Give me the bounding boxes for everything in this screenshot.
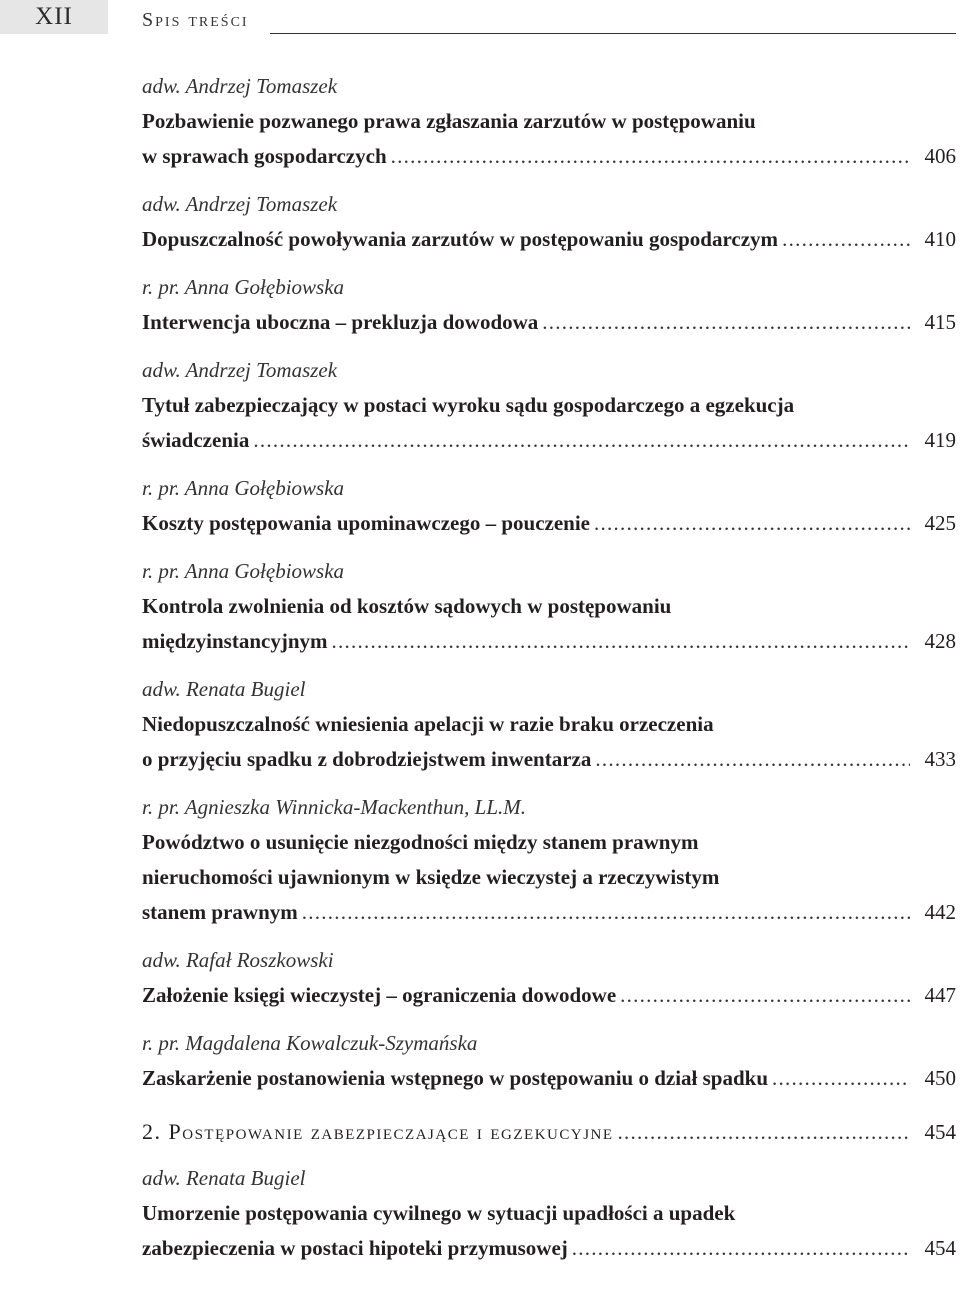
toc-entry[interactable] bbox=[142, 1160, 956, 1266]
page-number: XII bbox=[0, 0, 108, 34]
page-header bbox=[0, 0, 960, 40]
running-title: Spis treści bbox=[142, 9, 249, 31]
entry-title: stanem prawnym bbox=[142, 900, 298, 924]
entry-page-number: 450 bbox=[924, 1066, 956, 1090]
entry-title-line: Umorzenie postępowania cywilnego w sytuacji upadłości a upadek bbox=[142, 1201, 736, 1225]
dot-leader bbox=[595, 742, 910, 777]
entry-author: r. pr. Anna Gołębiowska bbox=[142, 559, 345, 583]
dot-leader bbox=[302, 895, 910, 930]
entry-title-last-line bbox=[142, 1231, 956, 1266]
entry-page-number: 419 bbox=[924, 428, 956, 452]
toc-entry[interactable] bbox=[142, 553, 956, 659]
dot-leader bbox=[594, 506, 910, 541]
section-title: 2. Postępowanie zabezpieczające i egzekucyjne bbox=[142, 1119, 614, 1144]
entry-page-number: 428 bbox=[924, 629, 956, 653]
toc-entry[interactable] bbox=[142, 671, 956, 777]
entry-author: adw. Andrzej Tomaszek bbox=[142, 74, 338, 98]
toc-entry[interactable] bbox=[142, 186, 956, 257]
header-rule bbox=[270, 33, 956, 34]
entry-author: r. pr. Anna Gołębiowska bbox=[142, 476, 345, 500]
entry-title-last-line bbox=[142, 139, 956, 174]
toc-entry[interactable] bbox=[142, 942, 956, 1013]
entry-author: adw. Rafał Roszkowski bbox=[142, 948, 334, 972]
toc-entry[interactable] bbox=[142, 470, 956, 541]
entry-title: w sprawach gospodarczych bbox=[142, 144, 387, 168]
toc-entry[interactable] bbox=[142, 789, 956, 930]
toc-entry[interactable] bbox=[142, 68, 956, 174]
dot-leader bbox=[572, 1231, 910, 1266]
entry-author: r. pr. Magdalena Kowalczuk-Szymańska bbox=[142, 1031, 478, 1055]
dot-leader bbox=[620, 978, 910, 1013]
entry-title-last-line bbox=[142, 624, 956, 659]
toc-entry[interactable] bbox=[142, 269, 956, 340]
entry-title-last-line bbox=[142, 742, 956, 777]
entry-page-number: 442 bbox=[924, 900, 956, 924]
dot-leader bbox=[542, 305, 910, 340]
dot-leader bbox=[618, 1115, 910, 1150]
entry-page-number: 447 bbox=[924, 983, 956, 1007]
toc-section-heading[interactable] bbox=[142, 1114, 956, 1150]
entry-title: międzyinstancyjnym bbox=[142, 629, 328, 653]
entry-page-number: 415 bbox=[924, 310, 956, 334]
entry-title-last-line bbox=[142, 895, 956, 930]
entry-title: Założenie księgi wieczystej – ograniczenia dowodowe bbox=[142, 983, 617, 1007]
entry-title: Koszty postępowania upominawczego – pouczenie bbox=[142, 511, 590, 535]
entry-title-last-line bbox=[142, 1061, 956, 1096]
dot-leader bbox=[391, 139, 910, 174]
dot-leader bbox=[253, 423, 910, 458]
entry-author: adw. Andrzej Tomaszek bbox=[142, 358, 338, 382]
entry-title: Dopuszczalność powoływania zarzutów w postępowaniu gospodarczym bbox=[142, 227, 779, 251]
entry-author: adw. Renata Bugiel bbox=[142, 677, 306, 701]
entry-page-number: 425 bbox=[924, 511, 956, 535]
entry-title-last-line bbox=[142, 305, 956, 340]
entry-title-last-line bbox=[142, 506, 956, 541]
dot-leader bbox=[772, 1061, 910, 1096]
entry-author: adw. Renata Bugiel bbox=[142, 1166, 306, 1190]
entry-page-number: 410 bbox=[924, 227, 956, 251]
entry-title-line: Powództwo o usunięcie niezgodności między stanem prawnym bbox=[142, 830, 699, 854]
entry-author: r. pr. Anna Gołębiowska bbox=[142, 275, 345, 299]
entry-page-number: 433 bbox=[924, 747, 956, 771]
entry-title-line: Niedopuszczalność wniesienia apelacji w razie braku orzeczenia bbox=[142, 712, 714, 736]
dot-leader bbox=[332, 624, 911, 659]
section-page-number: 454 bbox=[924, 1120, 956, 1144]
entry-title: Zaskarżenie postanowienia wstępnego w postępowaniu o dział spadku bbox=[142, 1066, 769, 1090]
entry-title-last-line bbox=[142, 423, 956, 458]
entry-title-line: Kontrola zwolnienia od kosztów sądowych w postępowaniu bbox=[142, 594, 672, 618]
entry-page-number: 454 bbox=[924, 1236, 956, 1260]
entry-title-line: nieruchomości ujawnionym w księdze wieczystej a rzeczywistym bbox=[142, 865, 720, 889]
dot-leader bbox=[782, 222, 910, 257]
toc-entry[interactable] bbox=[142, 1025, 956, 1096]
entry-title: Interwencja uboczna – prekluzja dowodowa bbox=[142, 310, 539, 334]
entry-title-line: Tytuł zabezpieczający w postaci wyroku sądu gospodarczego a egzekucja bbox=[142, 393, 795, 417]
entry-author: adw. Andrzej Tomaszek bbox=[142, 192, 338, 216]
entry-page-number: 406 bbox=[924, 144, 956, 168]
entry-title: o przyjęciu spadku z dobrodziejstwem inwentarza bbox=[142, 747, 592, 771]
entry-author: r. pr. Agnieszka Winnicka-Mackenthun, LL.M. bbox=[142, 795, 526, 819]
entry-title: zabezpieczenia w postaci hipoteki przymusowej bbox=[142, 1236, 568, 1260]
entry-title-line: Pozbawienie pozwanego prawa zgłaszania zarzutów w postępowaniu bbox=[142, 109, 756, 133]
toc-entry[interactable] bbox=[142, 352, 956, 458]
entry-title: świadczenia bbox=[142, 428, 250, 452]
entry-title-last-line bbox=[142, 222, 956, 257]
entry-title-last-line bbox=[142, 978, 956, 1013]
table-of-contents bbox=[142, 68, 956, 1278]
